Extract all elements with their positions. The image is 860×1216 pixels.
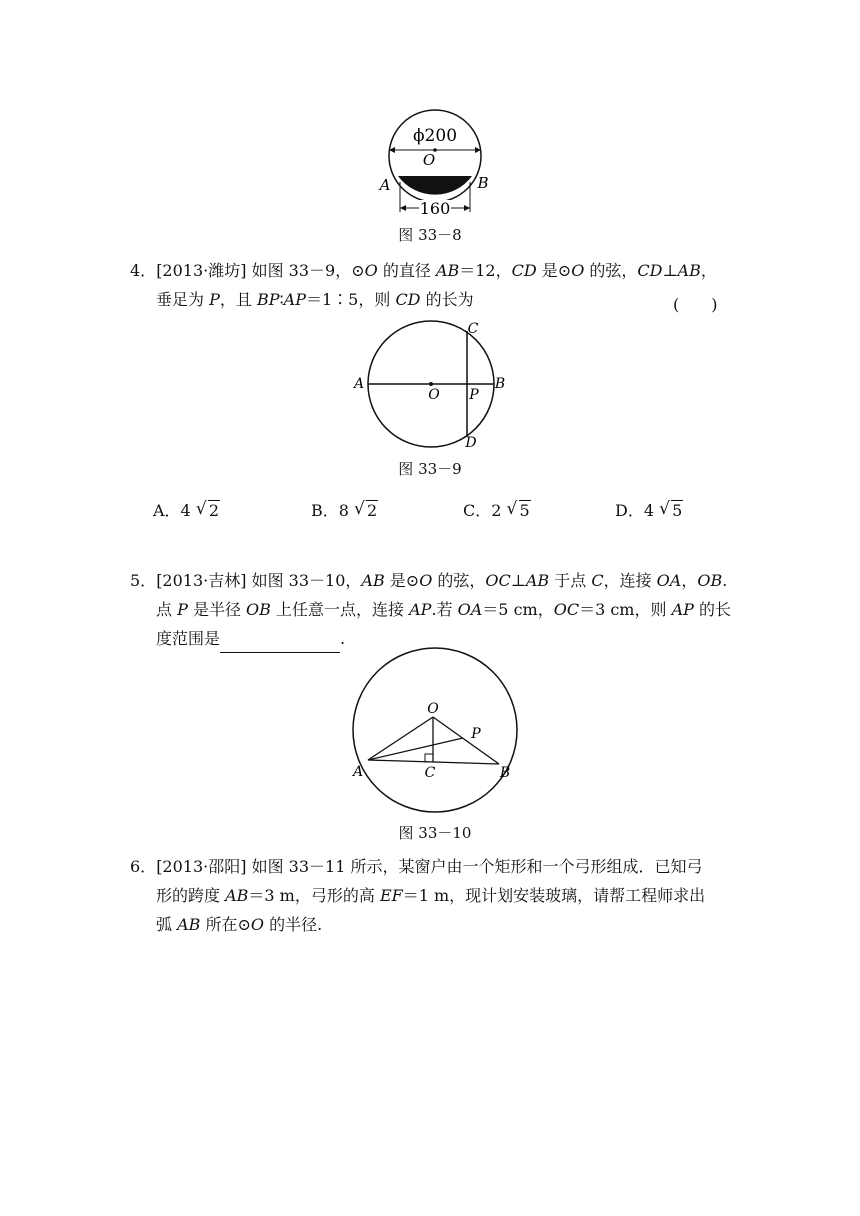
question-6: 6．[2013·邵阳] 如图 33－11 所示，某窗户由一个矩形和一个弓形组成．已知弓 形的跨度 AB＝3 m，弓形的高 EF＝1 m，现计划安装玻璃，请帮工程师求出 弧 AB 所在⊙O 的半径. xyxy=(130,857,706,934)
point-b-label: B xyxy=(477,174,489,192)
point-b-label: B xyxy=(494,376,506,392)
question-source: [2013·吉林] xyxy=(156,571,247,590)
choice-b[interactable]: B．8 √ 2 xyxy=(311,499,378,520)
question-number: 5． xyxy=(130,571,157,590)
answer-parentheses[interactable]: ( ) xyxy=(673,295,718,314)
caption-33-8: 图 33－8 xyxy=(398,226,462,244)
point-a-label: A xyxy=(379,176,391,194)
point-d-label: D xyxy=(465,435,477,451)
point-b-label: B xyxy=(499,765,511,781)
question-number: 4． xyxy=(130,261,157,280)
shaded-segment xyxy=(398,176,472,195)
point-c-label: C xyxy=(467,321,479,337)
chord-length-label: 160 xyxy=(419,199,451,218)
choice-a[interactable]: A．4 √ 2 xyxy=(153,499,220,520)
question-number: 6． xyxy=(130,857,157,876)
point-c-label: C xyxy=(424,765,436,781)
figure-33-8 xyxy=(375,108,495,220)
center-label: O xyxy=(428,387,440,403)
caption-33-10: 图 33－10 xyxy=(398,824,472,842)
sqrt: √ 2 xyxy=(195,499,220,520)
point-a-label: A xyxy=(353,376,365,392)
point-p-label: P xyxy=(471,726,481,742)
point-p-label: P xyxy=(469,387,479,403)
question-5: 5．[2013·吉林] 如图 33－10，AB 是⊙O 的弦，OC⊥AB 于点 C，连接 OA，OB. 点 P 是半径 OB 上任意一点，连接 AP.若 OA＝5 cm，OC＝3 cm，则 AP 的长 度范围是 . xyxy=(130,566,750,653)
choice-d[interactable]: D．4 √ 5 xyxy=(615,499,683,520)
center-label: O xyxy=(427,701,439,717)
center-label: O xyxy=(422,151,436,169)
point-a-label: A xyxy=(352,764,364,780)
caption-33-9: 图 33－9 xyxy=(398,460,462,478)
sqrt: √ 5 xyxy=(506,499,530,520)
choice-c[interactable]: C．2 √ 5 xyxy=(463,499,530,520)
answer-blank[interactable] xyxy=(220,634,340,653)
sqrt: √ 5 xyxy=(659,499,683,520)
question-source: [2013·潍坊] xyxy=(156,261,247,280)
figure-33-10 xyxy=(345,640,525,820)
question-4: 4．[2013·潍坊] 如图 33－9，⊙O 的直径 AB＝12，CD 是⊙O 的弦，CD⊥AB， 垂足为 P，且 BP∶AP＝1∶5，则 CD 的长为 xyxy=(130,261,717,309)
question-source: [2013·邵阳] xyxy=(156,857,247,876)
figure-33-9 xyxy=(345,318,515,452)
diameter-label: ϕ200 xyxy=(412,126,458,146)
sqrt: √ 2 xyxy=(354,499,378,520)
